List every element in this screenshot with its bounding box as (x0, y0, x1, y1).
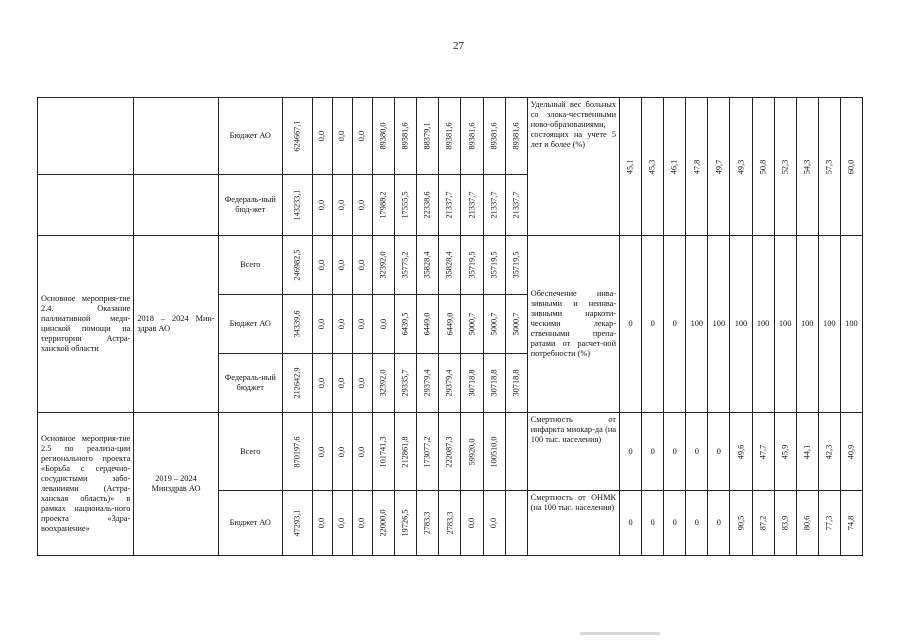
funding-value (483, 236, 505, 295)
indicator-value-text: 44,1 (802, 444, 812, 459)
indicator-value-text: 0 (672, 446, 677, 456)
indicator-value (796, 98, 818, 236)
funding-value-text: 88379,1 (422, 122, 432, 150)
funding-value (461, 354, 483, 413)
indicator-value (840, 491, 862, 556)
empty-cell (134, 175, 218, 236)
measure-name: Основное мероприя-тие 2.4. Оказание паллиативной меди-цинской помощи на территории Астра-ханской области (38, 236, 134, 413)
funding-value (312, 236, 332, 295)
funding-value (333, 413, 353, 491)
indicator-value-text: 90,5 (735, 515, 745, 531)
empty-cell (38, 175, 134, 236)
funding-value-text: 0,0 (357, 517, 367, 529)
empty-cell (38, 98, 134, 175)
funding-value-text: 21337,7 (511, 191, 521, 219)
funding-value-text: 6439,5 (400, 312, 410, 336)
funding-value (483, 491, 505, 556)
funding-value (461, 413, 483, 491)
funding-value (461, 491, 483, 556)
budget-source: Бюджет АО (218, 491, 282, 556)
funding-value (505, 295, 527, 354)
indicator-value (664, 491, 686, 556)
funding-value (373, 175, 395, 236)
indicator-value-text: 0 (650, 319, 655, 328)
funding-value-text: 5000,7 (467, 312, 477, 336)
indicator-value-text: 0 (672, 319, 677, 328)
funding-value (333, 98, 353, 175)
funding-value-text: 2783,3 (444, 511, 454, 535)
funding-value-text: 0,0 (357, 130, 367, 142)
indicator-value (620, 491, 642, 556)
funding-value-text: 30718,8 (511, 369, 521, 397)
funding-value (483, 354, 505, 413)
funding-value-text: 17555,5 (400, 191, 410, 219)
funding-value (312, 175, 332, 236)
funding-value (373, 236, 395, 295)
funding-value-text: 0,0 (337, 377, 347, 389)
funding-value-text: 0,0 (357, 259, 367, 271)
funding-value (505, 491, 527, 556)
indicator-value (664, 413, 686, 491)
indicator-value-text: 47,7 (758, 444, 768, 459)
indicator-value-text: 52,3 (780, 159, 790, 174)
funding-value (439, 413, 461, 491)
funding-value-text: 17988,2 (378, 191, 388, 219)
budget-source: Федераль-ный бюджет (218, 354, 282, 413)
budget-source: Всего (218, 413, 282, 491)
funding-value-text: 30718,8 (467, 369, 477, 397)
indicator-value (796, 236, 818, 413)
funding-value-text: 89380,0 (378, 122, 388, 150)
funding-value-text: 173077,2 (422, 435, 432, 468)
funding-value-text: 30718,8 (489, 369, 499, 397)
indicator-value (774, 491, 796, 556)
funding-value (505, 98, 527, 175)
indicator-value-text: 40,9 (846, 444, 856, 459)
indicator-name: Смертность от ОНМК (на 100 тыс. населения) (527, 491, 619, 556)
indicator-value-text: 0 (628, 518, 633, 527)
funding-value (505, 413, 527, 491)
funding-value (439, 236, 461, 295)
funding-value (505, 354, 527, 413)
funding-value (312, 295, 332, 354)
indicator-value (664, 98, 686, 236)
funding-value (373, 413, 395, 491)
funding-value-text: 870197,6 (292, 435, 302, 468)
indicator-value (730, 413, 752, 491)
funding-value (373, 491, 395, 556)
indicator-value (708, 413, 730, 491)
indicator-value (774, 236, 796, 413)
funding-value (282, 491, 312, 556)
funding-value (417, 175, 439, 236)
funding-value-text: 89381,6 (400, 122, 410, 150)
funding-value (439, 354, 461, 413)
funding-value-text: 0,0 (489, 517, 499, 529)
funding-value (353, 236, 373, 295)
funding-value-text: 0,0 (337, 130, 347, 142)
funding-value-text: 35719,5 (489, 251, 499, 279)
table-row (38, 98, 863, 175)
funding-value (333, 236, 353, 295)
page-number: 27 (453, 40, 464, 52)
measure-name: Основное мероприя-тие 2.5 по реализа-ции регионального проекта «Борьба с сердечно-сосудистыми забо-леваниями (Астра-ханская область)» в рамках националь-ного проекта «Здра-воохранение» (38, 413, 134, 556)
funding-value (282, 354, 312, 413)
indicator-value-text: 100 (712, 319, 726, 328)
indicator-value-text: 49,6 (735, 444, 745, 459)
indicator-value-text: 74,8 (846, 515, 856, 531)
funding-value-text: 89381,6 (444, 122, 454, 150)
indicator-value (796, 491, 818, 556)
indicator-value-text: 100 (823, 319, 836, 328)
funding-value-text: 6449,0 (422, 312, 432, 336)
funding-value (417, 354, 439, 413)
funding-value (395, 354, 417, 413)
funding-value (395, 98, 417, 175)
indicator-name: Смертность от инфаркта миокар-да (на 100 тыс. населения) (527, 413, 619, 491)
funding-value (353, 491, 373, 556)
indicator-value (752, 98, 774, 236)
indicator-value (840, 413, 862, 491)
indicator-value-text: 77,3 (824, 515, 834, 531)
indicator-value (686, 413, 708, 491)
funding-value-text: 21337,7 (489, 191, 499, 219)
funding-value (373, 295, 395, 354)
indicator-value (686, 491, 708, 556)
funding-value-text: 101741,3 (378, 435, 388, 468)
indicator-value (620, 98, 642, 236)
funding-value-text: 29379,4 (444, 369, 454, 397)
indicator-name: Удельный вес больных со злока-чественными ново-образованиями, состоящих на учете 5 лет и более (%) (527, 98, 619, 236)
indicator-value (642, 98, 664, 236)
funding-value (353, 98, 373, 175)
funding-value-text: 0,0 (317, 318, 327, 330)
indicator-value (708, 98, 730, 236)
indicator-value (818, 236, 840, 413)
funding-value (417, 413, 439, 491)
funding-value (395, 175, 417, 236)
indicator-value-text: 57,3 (824, 159, 834, 174)
indicator-value (796, 413, 818, 491)
indicator-value-text: 100 (734, 319, 748, 328)
funding-value-text: 0,0 (337, 199, 347, 211)
funding-value-text: 35719,5 (511, 251, 521, 279)
budget-source: Бюджет АО (218, 98, 282, 175)
funding-value-text: 0,0 (357, 446, 367, 457)
funding-value-text: 32392,0 (378, 251, 388, 279)
indicator-value-text: 45,3 (647, 159, 657, 174)
funding-value (395, 236, 417, 295)
funding-value (282, 236, 312, 295)
funding-value (333, 295, 353, 354)
funding-value (282, 98, 312, 175)
funding-value-text: 29379,4 (422, 369, 432, 397)
funding-value (417, 98, 439, 175)
funding-value (312, 98, 332, 175)
indicator-value (752, 236, 774, 413)
funding-value-text: 35719,5 (467, 251, 477, 279)
indicator-value (620, 236, 642, 413)
funding-value (439, 491, 461, 556)
funding-value-text: 222087,3 (444, 435, 454, 468)
indicator-value-text: 0 (694, 446, 699, 456)
indicator-value (642, 491, 664, 556)
funding-value (439, 175, 461, 236)
funding-value-text: 0,0 (317, 130, 327, 142)
funding-value-text: 89381,6 (511, 122, 521, 150)
budget-source: Бюджет АО (218, 295, 282, 354)
funding-value (395, 295, 417, 354)
indicator-value (752, 491, 774, 556)
indicator-value-text: 50,8 (758, 159, 768, 174)
indicator-value-text: 45,9 (780, 444, 790, 459)
funding-value-text: 32392,0 (378, 369, 388, 397)
indicator-value-text: 60,0 (846, 159, 856, 174)
funding-value-text: 0,0 (317, 517, 327, 529)
funding-value (395, 413, 417, 491)
indicator-value-text: 42,3 (824, 444, 834, 459)
indicator-value-text: 80,6 (802, 515, 812, 531)
funding-value (333, 491, 353, 556)
funding-value (439, 295, 461, 354)
funding-value (353, 413, 373, 491)
indicator-value (818, 413, 840, 491)
indicator-value-text: 100 (690, 319, 704, 328)
indicator-value (774, 98, 796, 236)
funding-value-text: 0,0 (317, 446, 327, 457)
funding-value-text: 47293,1 (292, 509, 302, 537)
indicator-value-text: 47,8 (691, 159, 701, 174)
funding-value (312, 413, 332, 491)
funding-value-text: 0,0 (317, 259, 327, 271)
indicator-value-text: 54,3 (802, 159, 812, 174)
indicator-value-text: 0 (694, 518, 699, 527)
funding-value (353, 354, 373, 413)
funding-value-text: 100510,0 (489, 435, 499, 468)
indicator-value-text: 46,1 (669, 159, 679, 174)
funding-value (417, 295, 439, 354)
funding-value (461, 98, 483, 175)
funding-value (373, 354, 395, 413)
indicator-value (642, 236, 664, 413)
funding-value (395, 491, 417, 556)
funding-value-text: 0,0 (317, 377, 327, 389)
funding-value (439, 98, 461, 175)
funding-value-text: 0,0 (337, 318, 347, 330)
funding-value-text: 5000,7 (489, 312, 499, 336)
budget-source: Всего (218, 236, 282, 295)
funding-value (483, 98, 505, 175)
funding-value-text: 0,0 (357, 318, 367, 330)
indicator-value-text: 100 (800, 319, 814, 328)
funding-value-text: 0,0 (357, 377, 367, 389)
table-row (38, 413, 863, 491)
funding-value (312, 354, 332, 413)
indicator-value (730, 98, 752, 236)
funding-value-text: 0,0 (337, 446, 347, 457)
indicator-value (686, 236, 708, 413)
funding-value-text: 22000,0 (378, 509, 388, 537)
funding-value (483, 413, 505, 491)
empty-cell (134, 98, 218, 175)
indicator-value-text: 0 (716, 446, 721, 456)
indicator-name: Обеспечение инва-зивными и неинва-зивными наркоти-ческими лекар-ственными препа-ратами от расчет-ной потребности (%) (527, 236, 619, 413)
indicator-value-text: 0 (672, 518, 677, 527)
funding-value-text: 624667,1 (292, 120, 302, 152)
indicator-value-text: 49,7 (713, 159, 723, 174)
funding-value (505, 175, 527, 236)
indicator-value (708, 236, 730, 413)
executor: 2019 – 2024 Минздрав АО (134, 413, 218, 556)
funding-value-text: 22338,6 (422, 191, 432, 219)
indicator-value-text: 87,2 (758, 515, 768, 531)
indicator-value (686, 98, 708, 236)
funding-value (353, 295, 373, 354)
indicator-value (818, 98, 840, 236)
indicator-value (664, 236, 686, 413)
funding-value (353, 175, 373, 236)
funding-value-text: 21337,7 (444, 191, 454, 219)
funding-value-text: 35828,4 (422, 251, 432, 279)
funding-value-text: 0,0 (337, 259, 347, 271)
indicator-value (774, 413, 796, 491)
indicator-value (818, 491, 840, 556)
funding-value (483, 295, 505, 354)
executor: 2018 – 2024 Мин-здрав АО (134, 236, 218, 413)
indicator-value (708, 491, 730, 556)
funding-value (483, 175, 505, 236)
funding-value (417, 236, 439, 295)
funding-value-text: 89381,6 (467, 122, 477, 150)
funding-value-text: 0,0 (317, 199, 327, 211)
funding-value (461, 295, 483, 354)
funding-value (333, 175, 353, 236)
indicator-value (730, 236, 752, 413)
indicator-value (840, 236, 862, 413)
funding-value (282, 413, 312, 491)
funding-value (312, 491, 332, 556)
funding-value-text: 6449,0 (444, 312, 454, 336)
funding-value (333, 354, 353, 413)
funding-value-text: 21337,7 (467, 191, 477, 219)
funding-value-text: 35828,4 (444, 251, 454, 279)
funding-value-text: 0,0 (357, 199, 367, 211)
budget-source: Федераль-ный бюд-жет (218, 175, 282, 236)
indicator-value-text: 0 (650, 518, 655, 527)
funding-value-text: 89381,6 (489, 122, 499, 150)
indicator-value-text: 49,3 (735, 159, 745, 174)
funding-value (373, 98, 395, 175)
indicator-value-text: 100 (756, 319, 770, 328)
funding-value-text: 0,0 (467, 517, 476, 529)
funding-value (461, 236, 483, 295)
funding-value (461, 175, 483, 236)
funding-value-text: 246982,5 (292, 249, 302, 281)
table-row (38, 236, 863, 295)
funding-value (417, 491, 439, 556)
funding-value-text: 29335,7 (400, 369, 410, 397)
funding-value (282, 175, 312, 236)
indicator-value (642, 413, 664, 491)
funding-value-text: 5000,7 (511, 312, 521, 336)
indicator-value-text: 45,1 (625, 159, 635, 174)
funding-value-text: 143233,1 (292, 189, 302, 221)
indicator-value-text: 0 (650, 446, 655, 456)
funding-value-text: 0,0 (337, 517, 347, 529)
indicator-value-text: 0 (716, 518, 721, 527)
program-table (37, 97, 863, 556)
indicator-value (730, 491, 752, 556)
funding-value (505, 236, 527, 295)
funding-value-text: 59920,0 (467, 438, 477, 465)
indicator-value (620, 413, 642, 491)
funding-value-text: 212861,8 (400, 435, 410, 468)
indicator-value-text: 83,9 (780, 515, 790, 531)
scan-artifact (580, 632, 660, 635)
indicator-value (752, 413, 774, 491)
indicator-value (840, 98, 862, 236)
funding-value-text: 34339,6 (292, 310, 302, 338)
funding-value-text: 19726,5 (400, 509, 410, 537)
indicator-value-text: 100 (778, 319, 792, 328)
funding-value-text: 35775,2 (400, 251, 410, 279)
funding-value-text: 212642,9 (292, 367, 302, 399)
funding-value-text: 2783,3 (422, 511, 432, 535)
indicator-value-text: 0 (628, 446, 633, 456)
indicator-value-text: 0 (628, 319, 633, 328)
funding-value (282, 295, 312, 354)
indicator-value-text: 100 (845, 319, 858, 328)
funding-value-text: 0,0 (378, 318, 388, 330)
